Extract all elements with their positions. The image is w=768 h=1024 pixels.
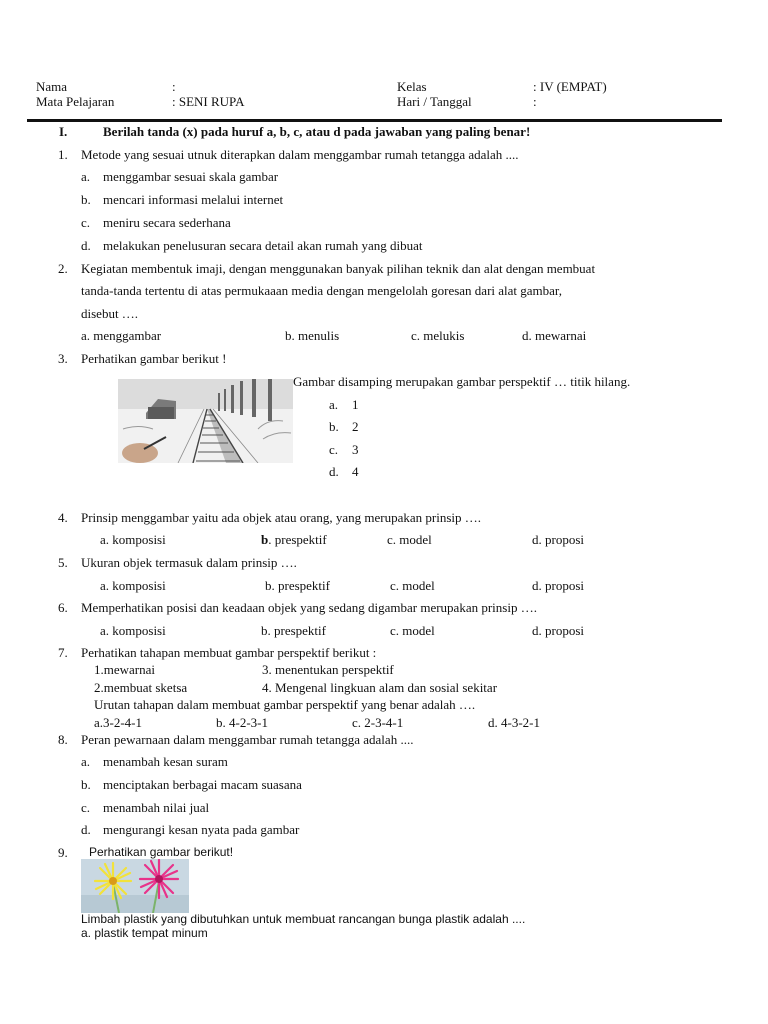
q1-option-text: melakukan penelusuran secara detail akan rumah yang dibuat <box>103 238 423 253</box>
q1-text: Metode yang sesuai utnuk diterapkan dalam menggambar rumah tetangga adalah .... <box>81 147 519 162</box>
q5-option-c: c. model <box>390 578 435 593</box>
q3-option-letter: b. <box>329 419 339 434</box>
hari-label: Hari / Tanggal <box>397 94 472 109</box>
kelas-value: : IV (EMPAT) <box>533 79 607 94</box>
q7-option-c: c. 2-3-4-1 <box>352 715 404 730</box>
q9-text: Perhatikan gambar berikut! <box>89 845 234 859</box>
q5-text: Ukuran objek termasuk dalam prinsip …. <box>81 555 297 570</box>
q7-text: Perhatikan tahapan membuat gambar perspektif berikut : <box>81 645 377 660</box>
mapel-value: : SENI RUPA <box>172 94 245 109</box>
q3-option-text: 2 <box>352 419 359 434</box>
plastic-flowers-image <box>81 859 189 913</box>
q2-option-a: a. menggambar <box>81 328 162 343</box>
section-roman: I. <box>59 124 68 139</box>
q6-number: 6. <box>58 600 68 615</box>
q7-step: 2.membuat sketsa <box>94 680 188 695</box>
q6-option-c: c. model <box>390 623 435 638</box>
q7-step: 3. menentukan perspektif <box>262 662 394 677</box>
q6-option-a: a. komposisi <box>100 623 166 638</box>
q1-option-text: menggambar sesuai skala gambar <box>103 169 279 184</box>
q9-option-a: a. plastik tempat minum <box>81 926 208 940</box>
q4-text: Prinsip menggambar yaitu ada objek atau orang, yang merupakan prinsip …. <box>81 510 482 525</box>
q8-number: 8. <box>58 732 68 747</box>
q3-option-text: 1 <box>352 397 359 412</box>
q4-number: 4. <box>58 510 68 525</box>
q6-option-d: d. proposi <box>532 623 584 638</box>
q1-option-text: mencari informasi melalui internet <box>103 192 284 207</box>
q8-option-letter: b. <box>81 777 91 792</box>
q2-number: 2. <box>58 261 68 276</box>
q7-number: 7. <box>58 645 68 660</box>
q9-question: Limbah plastik yang dibutuhkan untuk membuat rancangan bunga plastik adalah .... <box>81 912 526 926</box>
q1-option-text: meniru secara sederhana <box>103 215 231 230</box>
straw-flowers-icon <box>81 859 189 913</box>
q6-text: Memperhatikan posisi dan keadaan objek yang sedang digambar merupakan prinsip …. <box>81 600 537 615</box>
q1-number: 1. <box>58 147 68 162</box>
q3-option-letter: a. <box>329 397 339 412</box>
hari-value: : <box>533 94 537 109</box>
q6-option-b: b. prespektif <box>261 623 326 638</box>
q1-option-letter: c. <box>81 215 91 230</box>
q5-option-a: a. komposisi <box>100 578 166 593</box>
q8-option-text: menambah kesan suram <box>103 754 228 769</box>
q3-option-letter: d. <box>329 464 339 479</box>
nama-label: Nama <box>36 79 68 94</box>
q2-text-line: Kegiatan membentuk imaji, dengan menggunakan banyak pilihan teknik dan alat dengan membuat <box>81 261 596 276</box>
section-instruction: Berilah tanda (x) pada huruf a, b, c, atau d pada jawaban yang paling benar! <box>103 124 531 139</box>
q1-option-letter: b. <box>81 192 91 207</box>
mapel-label: Mata Pelajaran <box>36 94 115 109</box>
q8-option-text: menambah nilai jual <box>103 800 210 815</box>
q7-option-b: b. 4-2-3-1 <box>216 715 268 730</box>
q7-step: 4. Mengenal lingkuan alam dan sosial sekitar <box>262 680 498 695</box>
q8-text: Peran pewarnaan dalam menggambar rumah tetangga adalah .... <box>81 732 414 747</box>
q7-option-a: a.3-2-4-1 <box>94 715 143 730</box>
q5-option-b: b. prespektif <box>265 578 330 593</box>
q2-text-line: disebut …. <box>81 306 139 321</box>
kelas-label: Kelas <box>397 79 427 94</box>
q3-number: 3. <box>58 351 68 366</box>
q8-option-text: menciptakan berbagai macam suasana <box>103 777 302 792</box>
q4-option-b-text: . prespektif <box>268 532 327 547</box>
q7-step: 1.mewarnai <box>94 662 156 677</box>
q5-option-d: d. proposi <box>532 578 584 593</box>
q3-option-letter: c. <box>329 442 339 457</box>
q2-text-line: tanda-tanda tertentu di atas permukaaan media dengan mengelolah goresan dari alat gambar, <box>81 283 562 298</box>
railway-perspective-image <box>118 379 293 463</box>
q3-caption: Gambar disamping merupakan gambar perspektif … titik hilang. <box>293 374 631 389</box>
q3-option-text: 4 <box>352 464 359 479</box>
q4-option-d: d. proposi <box>532 532 584 547</box>
q2-option-d: d. mewarnai <box>522 328 587 343</box>
q1-option-letter: d. <box>81 238 91 253</box>
q2-option-b: b. menulis <box>285 328 340 343</box>
q3-option-text: 3 <box>352 442 359 457</box>
q8-option-letter: a. <box>81 754 91 769</box>
q3-text: Perhatikan gambar berikut ! <box>81 351 227 366</box>
q5-number: 5. <box>58 555 68 570</box>
q4-option-b-letter: b <box>261 532 269 547</box>
q1-option-letter: a. <box>81 169 91 184</box>
q8-option-text: mengurangi kesan nyata pada gambar <box>103 822 300 837</box>
q8-option-letter: d. <box>81 822 91 837</box>
q8-option-letter: c. <box>81 800 91 815</box>
q4-option-b <box>261 532 327 548</box>
q7-option-d: d. 4-3-2-1 <box>488 715 540 730</box>
q2-option-c: c. melukis <box>411 328 465 343</box>
header-divider <box>27 119 722 122</box>
nama-colon: : <box>172 79 176 94</box>
railway-sketch-icon <box>118 379 293 463</box>
q9-number: 9. <box>58 845 68 860</box>
q4-option-c: c. model <box>387 532 432 547</box>
q4-option-a: a. komposisi <box>100 532 166 547</box>
q7-question: Urutan tahapan dalam membuat gambar perspektif yang benar adalah …. <box>94 697 476 712</box>
